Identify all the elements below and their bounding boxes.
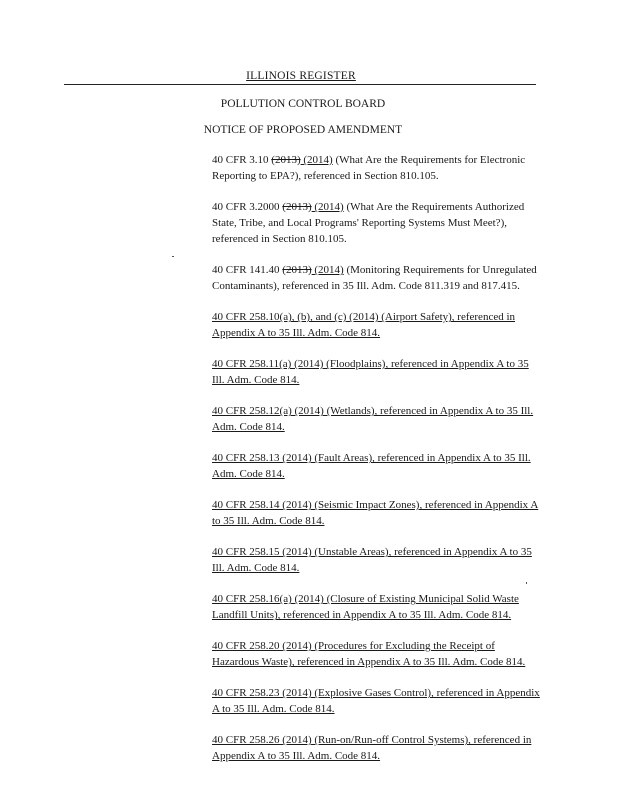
- inserted-year: (2014): [311, 201, 344, 213]
- cfr-citation: 40 CFR 141.40: [212, 264, 283, 277]
- cfr-entry-added: 40 CFR 258.14 (2014) (Seismic Impact Zones), referenced in Appendix A to 35 Ill. Adm. Code 814.: [212, 499, 539, 528]
- inserted-year: (2014): [300, 154, 333, 166]
- cfr-entry-added: 40 CFR 258.26 (2014) (Run-on/Run-off Control Systems), referenced in Appendix A to 35 Ill. Adm. Code 814.: [212, 734, 532, 763]
- cfr-entry-added: 40 CFR 258.23 (2014) (Explosive Gases Control), referenced in Appendix A to 35 Ill. Adm. Code 814.: [212, 687, 540, 716]
- cfr-reference-list: [212, 152, 542, 779]
- deleted-year: (2013): [282, 264, 312, 277]
- cfr-entry-added: 40 CFR 258.16(a) (2014) (Closure of Existing Municipal Solid Waste Landfill Units), referenced in Appendix A to 35 Ill. Adm. Code 814.: [212, 593, 519, 622]
- cfr-description: (What Are the Requirements Authorized State, Tribe, and Local Programs' Reporting Systems Must Meet?), referenced in Section 810.105.: [212, 201, 525, 246]
- cfr-entry-added: 40 CFR 258.15 (2014) (Unstable Areas), referenced in Appendix A to 35 Ill. Adm. Code 814.: [212, 546, 532, 575]
- register-title-text: ILLINOIS REGISTER: [246, 70, 356, 82]
- inserted-year: (2014): [311, 264, 344, 277]
- cfr-entry-added: 40 CFR 258.13 (2014) (Fault Areas), referenced in Appendix A to 35 Ill. Adm. Code 814.: [212, 452, 531, 481]
- cfr-citation: 40 CFR 3.2000: [212, 201, 283, 213]
- register-title: [0, 70, 610, 82]
- cfr-entry: [212, 199, 542, 248]
- cfr-description: (Monitoring Requirements for Unregulated Contaminants), referenced in 35 Ill. Adm. Code 811.319 and 817.415.: [212, 264, 537, 293]
- cfr-entry-added: 40 CFR 258.12(a) (2014) (Wetlands), referenced in Appendix A to 35 Ill. Adm. Code 814.: [212, 405, 534, 434]
- deleted-year: (2013): [271, 154, 301, 166]
- cfr-entry-added: 40 CFR 258.10(a), (b), and (c) (2014) (Airport Safety), referenced in Appendix A to 35 Ill. Adm. Code 814.: [212, 311, 516, 340]
- cfr-description: (What Are the Requirements for Electronic Reporting to EPA?), referenced in Section 810.105.: [212, 154, 526, 183]
- cfr-entry-added: 40 CFR 258.20 (2014) (Procedures for Excluding the Receipt of Hazardous Waste), referenced in Appendix A to 35 Ill. Adm. Code 814.: [212, 640, 526, 669]
- cfr-citation: 40 CFR 3.10: [212, 154, 272, 166]
- scan-mark: [172, 256, 174, 257]
- cfr-entry: [212, 152, 542, 184]
- header-rule: [64, 84, 536, 85]
- cfr-entry-added: 40 CFR 258.11(a) (2014) (Floodplains), referenced in Appendix A to 35 Ill. Adm. Code 814.: [212, 358, 529, 387]
- deleted-year: (2013): [282, 201, 312, 213]
- board-name: POLLUTION CONTROL BOARD: [220, 98, 386, 110]
- notice-heading: NOTICE OF PROPOSED AMENDMENT: [203, 124, 403, 136]
- cfr-entry: [212, 262, 542, 294]
